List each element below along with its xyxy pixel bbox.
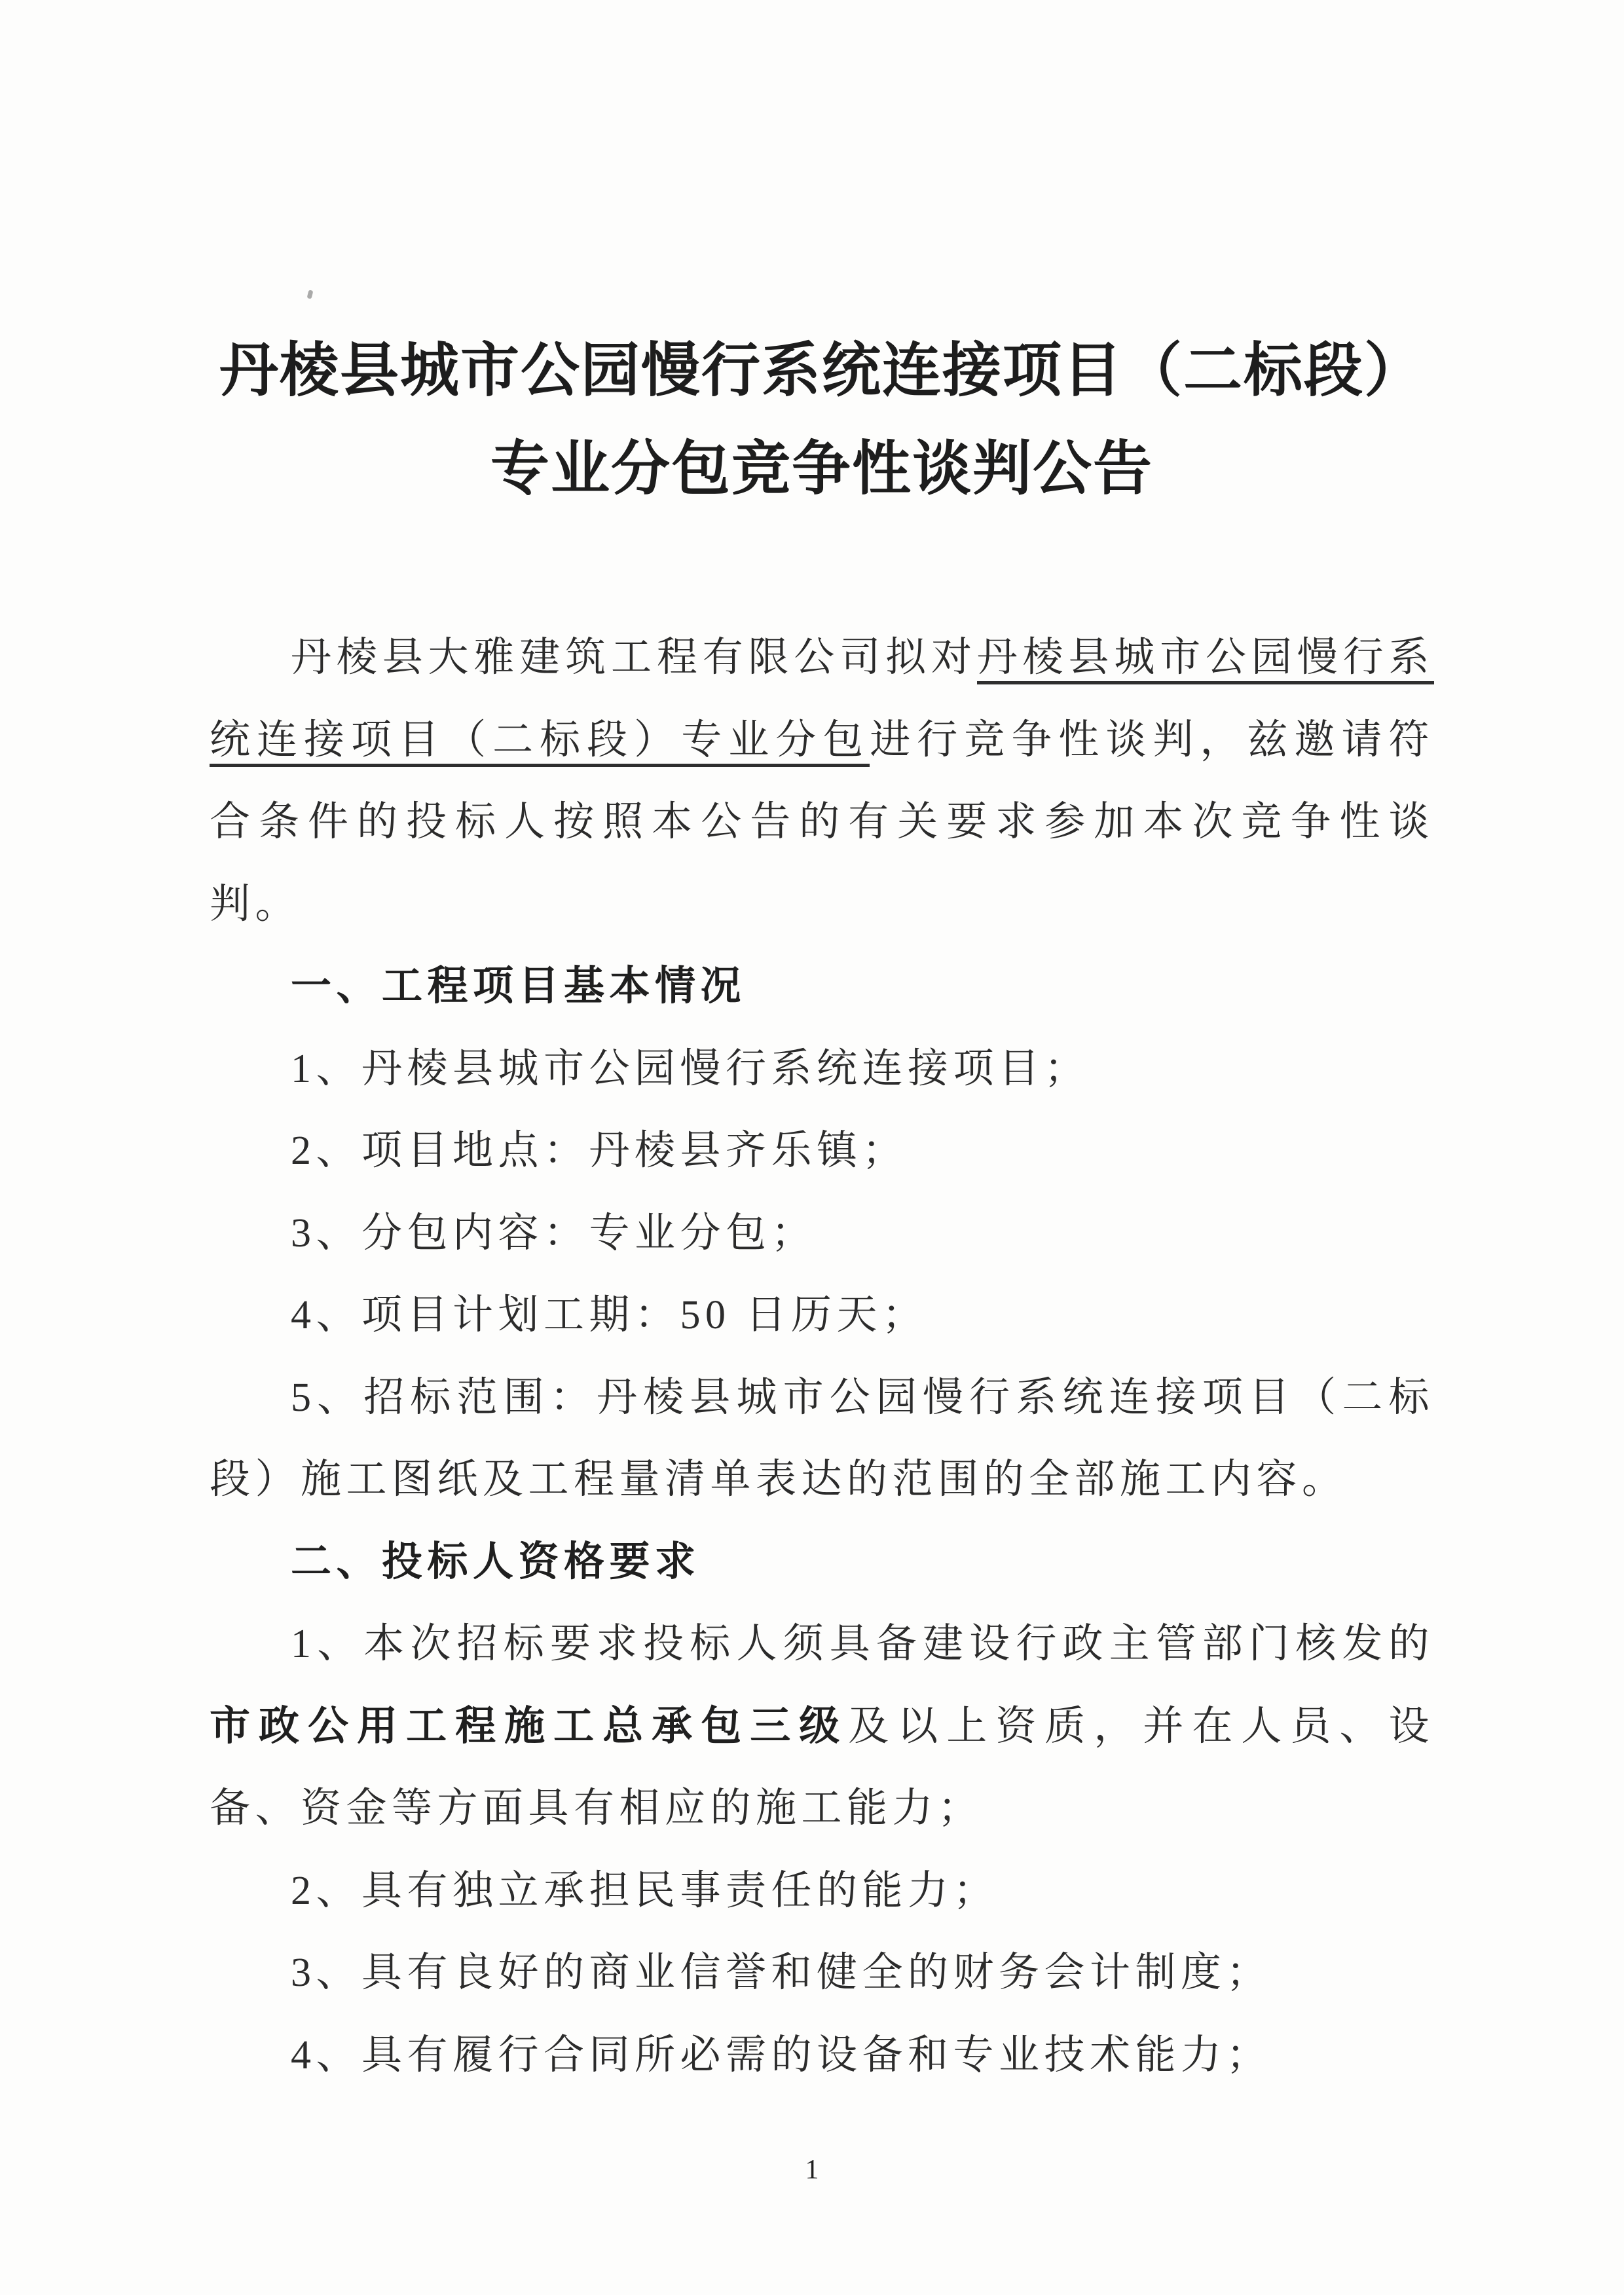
qualification-bold-text: 市政公用工程施工总承包三级 [210, 1704, 849, 1749]
section-2-item-2: 2、具有独立承担民事责任的能力； [291, 1868, 999, 1913]
section-2-item-4: 4、具有履行合同所必需的设备和专业技术能力； [291, 2032, 1272, 2078]
scan-speck-artifact [307, 289, 314, 299]
document-title [210, 322, 1434, 519]
document-title-line-2: 专业分包竞争性谈判公告 [490, 437, 1153, 502]
section-1-item-2: 2、项目地点：丹棱县齐乐镇； [291, 1129, 908, 1173]
document-body [210, 617, 1434, 2097]
project-name-underlined: 丹棱县城市公园慢行系统连接项目（二标段）专业分包 [210, 635, 1434, 767]
section-1-item-1: 1、丹棱县城市公园慢行系统连接项目； [291, 1046, 1090, 1091]
section-2-item-3: 3、具有良好的商业信誉和健全的财务会计制度； [291, 1950, 1272, 1995]
section-1-heading: 一、工程项目基本情况 [291, 964, 747, 1009]
intro-paragraph [210, 617, 1434, 946]
section-2-heading: 二、投标人资格要求 [291, 1539, 701, 1584]
section-2-item-1 [210, 1603, 1434, 1850]
requirement-pre-text: 1、本次招标要求投标人须具备建设行政主管部门核发的 [291, 1622, 1434, 1666]
page-number: 1 [805, 2155, 819, 2185]
document-title-line-1: 丹棱县城市公园慢行系统连接项目（二标段） [219, 339, 1424, 403]
intro-lead-text: 丹棱县大雅建筑工程有限公司拟对 [291, 635, 977, 680]
section-1-item-5: 5、招标范围：丹棱县城市公园慢行系统连接项目（二标段）施工图纸及工程量清单表达的范围的全部施工内容。 [210, 1375, 1434, 1502]
intro-tail-text: 进行竞争性谈判，兹邀请符合条件的投标人按照本公告的有关要求参加本次竞争性谈判。 [210, 717, 1434, 927]
section-1-item-3: 3、分包内容：专业分包； [291, 1210, 817, 1256]
section-1-item-4: 4、项目计划工期：50 日历天； [291, 1293, 928, 1337]
requirement-post-text: 及以上资质，并在人员、设备、资金等方面具有相应的施工能力； [210, 1704, 1434, 1831]
